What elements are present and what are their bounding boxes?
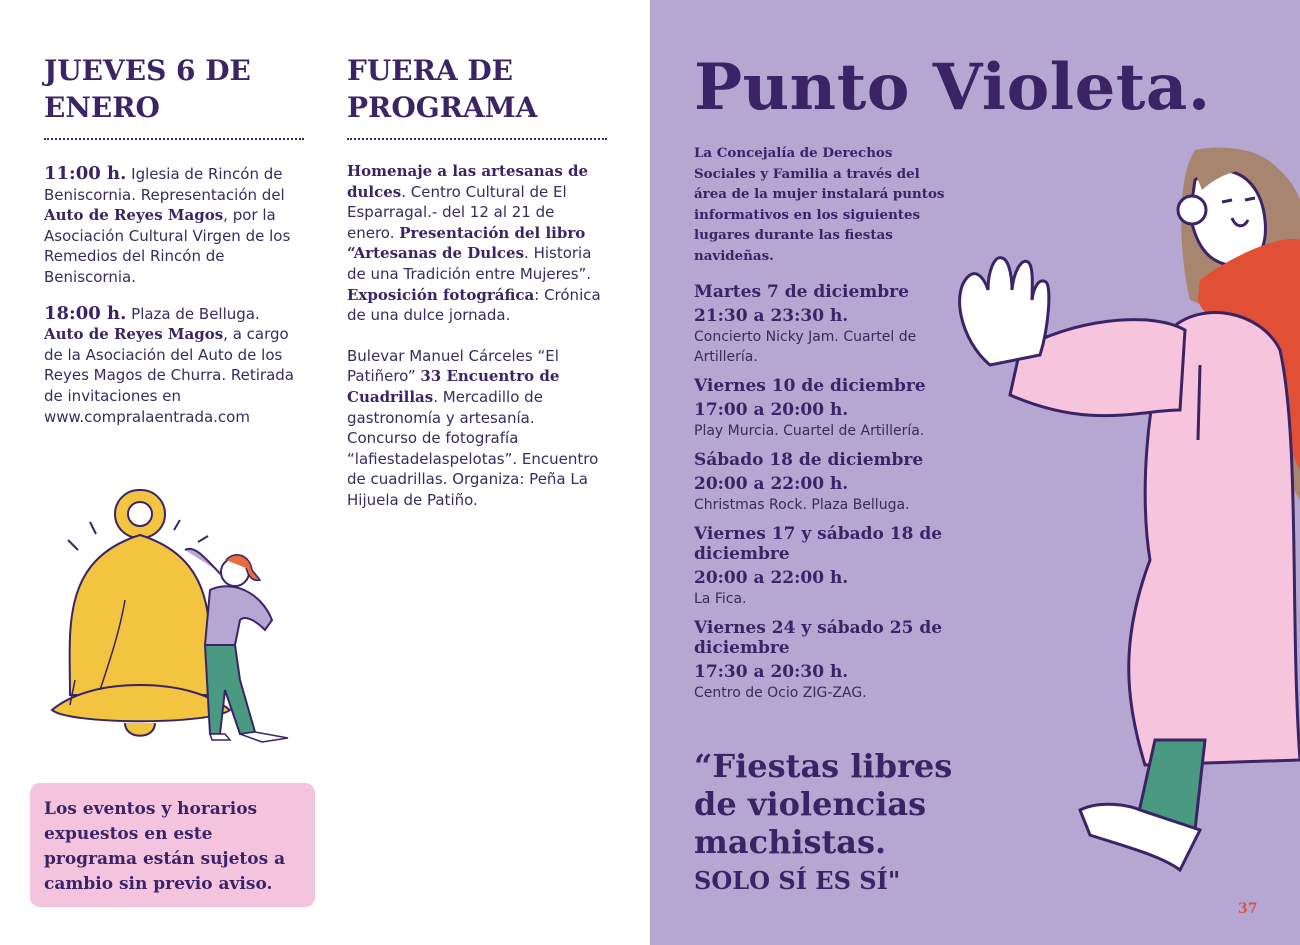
event-paragraph-2: 18:00 h. Plaza de Belluga. Auto de Reyes Magos, a cargo de la Asociación del Auto de los Reyes Magos de Churra. Retirada de invitaciones en www.compralaentrada.com [44,302,294,426]
dotted-divider [347,138,607,140]
event-date: Viernes 24 y sábado 25 de diciembre [694,618,943,658]
list-item [694,618,964,703]
list-item [694,450,964,515]
punto-violeta-title: Punto Violeta. [694,50,1211,125]
waving-woman-illustration [940,140,1300,880]
bell-woman-illustration [40,480,310,755]
event-time: 11:00 h. [44,163,127,184]
event-time: 20:00 a 22:00 h. [694,474,849,494]
event-place: La Fica. [694,591,747,607]
out-of-program-paragraph-2: Bulevar Manuel Cárceles “El Patiñero” 33 Encuentro de Cuadrillas. Mercadillo de gastronomía y artesanía. Concurso de fotografía “lafiestadelaspelotas”. Encuentro de cuadrillas. Organiza: Peña La Hijuela de Patiño. [347,346,599,509]
notice-box: Los eventos y horarios expuestos en este programa están sujetos a cambio sin previo aviso. [30,783,315,907]
event-time: 18:00 h. [44,302,127,324]
punto-violeta-panel [650,0,1300,945]
dotted-divider [44,138,304,140]
event-date: Viernes 10 de diciembre [694,376,926,396]
punto-violeta-intro: La Concejalía de Derechos Sociales y Familia a través del área de la mujer instalará puntos informativos en los siguientes lugares durante las fiestas navideñas. [694,145,945,264]
event-time: 17:30 a 20:30 h. [694,662,849,682]
event-date: Sábado 18 de diciembre [694,450,924,470]
event-time: 17:00 a 20:00 h. [694,400,849,420]
page-number: 37 [1238,901,1258,917]
event-place: Play Murcia. Cuartel de Artillería. [694,423,925,439]
list-item [694,376,964,441]
list-item [694,524,964,609]
event-place: Christmas Rock. Plaza Belluga. [694,497,910,513]
out-of-program-paragraph: Homenaje a las artesanas de dulces. Centro Cultural de El Esparragal.- del 12 al 21 de enero. Presentación del libro “Artesanas de Dulces. Historia de una Tradición entre Mujeres”. Exposición fotográfica: Crónica de una dulce jornada. [347,162,601,325]
campaign-quote: “Fiestas libres de violencias machistas. [694,747,953,861]
event-place: Concierto Nicky Jam. Cuartel de Artillería. [694,329,917,365]
event-paragraph-1: 11:00 h. Iglesia de Rincón de Beniscornia. Representación del Auto de Reyes Magos, por la Asociación Cultural Virgen de los Remedios del Rincón de Beniscornia. [44,163,291,286]
event-place: Centro de Ocio ZIG-ZAG. [694,685,867,701]
heading-jueves: JUEVES 6 DE ENERO [44,54,251,124]
campaign-quote-sub: SOLO SÍ ES SÍ" [694,866,901,895]
event-date: Martes 7 de diciembre [694,282,909,302]
list-item [694,282,964,367]
col2-body [347,161,605,527]
heading-fuera-de-programa: FUERA DE PROGRAMA [347,54,538,124]
punto-violeta-event-list [694,282,964,712]
event-time: 21:30 a 23:30 h. [694,306,849,326]
event-date: Viernes 17 y sábado 18 de diciembre [694,524,943,564]
col1-body [44,164,300,443]
event-time: 20:00 a 22:00 h. [694,568,849,588]
